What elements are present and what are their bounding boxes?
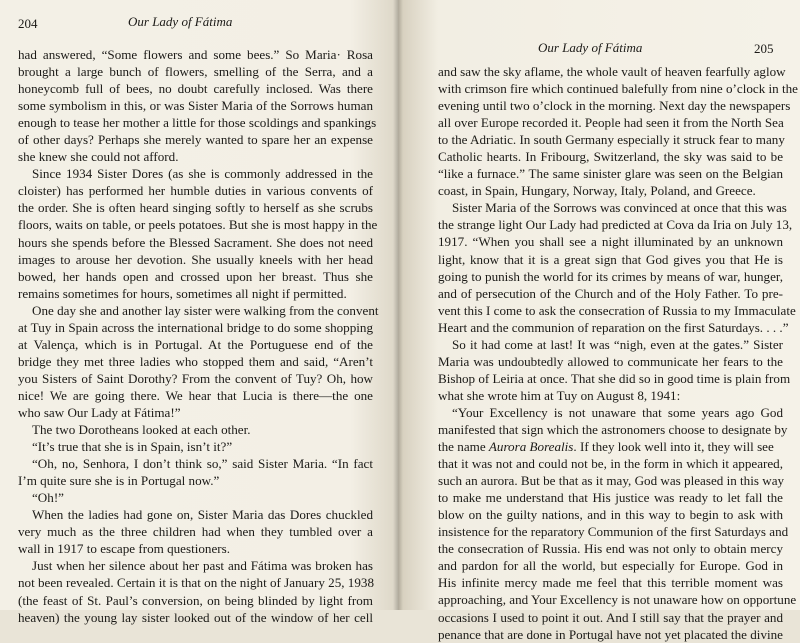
text-line: Catholic hearts. In Fribourg, Switzerland, the sky was said to be bbox=[438, 149, 783, 165]
text-line: evening until two o’clock in the morning. Next day the newspapers bbox=[438, 98, 791, 114]
text-line bbox=[438, 438, 789, 455]
text-line: The two Dorotheans looked at each other. bbox=[32, 422, 251, 438]
text-line: enough to tease her mother a little for those scoldings and spankings bbox=[18, 115, 377, 131]
text-line: hours she spends before the Blessed Sacrament. She does not need bbox=[18, 234, 373, 250]
text-line: and of persecution of the Church and of the Holy Father. To pre- bbox=[438, 285, 783, 301]
text-line: occasions I used to point it out. And I still say that the prayer and bbox=[438, 609, 783, 625]
book-gutter bbox=[393, 0, 403, 610]
text-line: to the Adriatic. In south Germany especially it struck fear to many bbox=[438, 132, 785, 148]
text-line: brought a large bunch of flowers, smelling of the Serra, and a bbox=[18, 64, 373, 80]
text-line-start: the name bbox=[438, 439, 489, 455]
text-line: 1917. “When you shall see a night illuminated by an unknown bbox=[438, 234, 783, 250]
text-line: manifested that sign which the astronomers choose to designate by bbox=[438, 421, 788, 437]
text-line: some symbolism in this, or was Sister Maria of the Sorrows human bbox=[18, 98, 373, 114]
text-line: at Valença, which is in Portugal. At the Portuguese end of the bbox=[18, 336, 373, 352]
text-line: So it had come at last! It was “nigh, even at the gates.” Sister bbox=[452, 336, 783, 352]
text-line: and saw the sky aflame, the whole vault of heaven fearfully aglow bbox=[438, 64, 786, 79]
text-line: approaching, and Your Excellency is not unaware how on opportune bbox=[438, 592, 797, 608]
text-line: Bishop of Leiria at once. That she did so in good time is plain from bbox=[438, 370, 791, 386]
text-line: When the ladies had gone on, Sister Maria das Dores chuckled bbox=[32, 507, 373, 523]
text-line: who saw Our Lady at Fátima!” bbox=[18, 404, 181, 420]
right-page bbox=[398, 0, 800, 642]
left-page bbox=[0, 0, 398, 625]
aurora-borealis-term: Aurora Borealis bbox=[488, 439, 574, 455]
text-line: Maria was undoubtedly allowed to communicate her fears to the bbox=[438, 353, 783, 369]
text-line: (the feast of St. Paul’s conversion, on being blinded by light from bbox=[18, 592, 373, 608]
text-line: insistence for the reparatory Communion of the first Saturdays and bbox=[438, 524, 789, 540]
text-line: honeycomb full of bees, no doubt carefully inclosed. Was there bbox=[18, 81, 373, 97]
left-body-text bbox=[18, 46, 379, 626]
text-line: bridge they met three ladies who stopped them and said, “Aren’t bbox=[18, 353, 373, 369]
text-line: that it was not and could not be, in the form in which it appeared, bbox=[438, 456, 783, 472]
text-line-end: . If they look well into it, they will see bbox=[573, 439, 774, 455]
text-line: Just when her silence about her past and Fátima was broken has bbox=[32, 558, 373, 574]
text-line: cloister) has performed her humble duties in various convents of bbox=[18, 183, 373, 199]
text-line: at Tuy in Spain across the international bridge to do some shopping bbox=[18, 319, 373, 335]
text-line: remains sometimes for hours, sometimes all night if permitted. bbox=[18, 285, 347, 301]
text-line: One day she and another lay sister were walking from the convent bbox=[32, 302, 379, 318]
text-line: heaven) the young lay sister looked out of the window of her cell bbox=[18, 609, 373, 625]
text-line: with crimson fire which continued balefully from nine o’clock in the bbox=[438, 81, 798, 97]
text-line: Since 1934 Sister Dores (as she is commonly addressed in the bbox=[32, 166, 373, 182]
text-line: to make me understand that His justice was ready to let fall the bbox=[438, 490, 783, 506]
text-line: bowed, her hands open and crossed upon her breast. Thus she bbox=[18, 268, 373, 284]
text-line: of other days? Perhaps she merely wanted to spare her an expense bbox=[18, 132, 373, 148]
text-line: blow on the guilty nations, and in this way to begin to ask with bbox=[438, 507, 783, 523]
text-line: “like a furnace.” The same sinister glare was seen on the Belgian bbox=[438, 166, 783, 182]
text-line: I’m quite sure she is in Portugal now.” bbox=[18, 473, 220, 489]
page-number: 205 bbox=[754, 41, 774, 56]
page-number: 204 bbox=[18, 16, 38, 31]
text-line: you Sisters of Saint Dorothy? From the convent of Tuy? Oh, how bbox=[18, 370, 373, 386]
text-line: vent this I come to ask the consecration of Russia to my Immaculate bbox=[438, 302, 796, 318]
text-line: the strange light Our Lady had predicted at Cova da Iria on July 13, bbox=[438, 217, 793, 233]
text-line: coast, in Spain, Hungary, Norway, Italy, Poland, and Greece. bbox=[438, 183, 756, 199]
text-line: not been revealed. Certain it is that on the night of January 25, 1938 bbox=[18, 575, 374, 591]
right-body-text bbox=[438, 63, 798, 643]
running-title: Our Lady of Fátima bbox=[538, 40, 643, 55]
text-line: floors, waits on table, or peels potatoes. But she is most happy in the bbox=[18, 217, 378, 233]
text-line: going to punish the world for its crimes by means of war, hunger, bbox=[438, 268, 783, 284]
text-line: wall in 1917 to escape from questioners. bbox=[18, 541, 230, 557]
text-line: His infinite mercy made me feel that this terrible moment was bbox=[438, 575, 783, 591]
running-title: Our Lady of Fátima bbox=[128, 14, 233, 29]
text-line: penance that are done in Portugal have not yet placated the divine bbox=[438, 626, 783, 642]
text-line: images to arouse her devotion. She usually kneels with her head bbox=[18, 251, 373, 267]
text-line: had answered, “Some flowers and some bees.” So Maria· Rosa bbox=[18, 47, 373, 62]
text-line: “Your Excellency is not unaware that some years ago God bbox=[452, 404, 783, 420]
text-line: what she wrote him at Tuy on August 8, 1941: bbox=[438, 387, 681, 403]
text-line: “It’s true that she is in Spain, isn’t it?” bbox=[32, 439, 233, 455]
text-line: “Oh, no, Senhora, I don’t think so,” said Sister Maria. “In fact bbox=[32, 456, 373, 472]
text-line: light, know that it is a great sign that God gives you that He is bbox=[438, 251, 783, 267]
text-line: Heart and the communion of reparation on the first Saturdays. . . .” bbox=[438, 319, 789, 335]
text-line: “Oh!” bbox=[32, 490, 64, 506]
text-line: nice! We are going there. We hear that Lucia is there—the one bbox=[18, 387, 373, 403]
text-line: very much as the three children had when they tumbled over a bbox=[18, 524, 373, 540]
text-line: Sister Maria of the Sorrows was convinced at once that this was bbox=[452, 200, 787, 216]
text-line: the order. She is often heard singing softly to herself as she scrubs bbox=[18, 200, 373, 216]
text-line: and pardon for all the world, but especially for Europe. God in bbox=[438, 558, 783, 574]
text-line: all over Europe recorded it. People had seen it from the North Sea bbox=[438, 115, 784, 131]
text-line: such an aurora. But be that as it may, God was pleased in this way bbox=[438, 473, 785, 489]
text-line: she knew she could not afford. bbox=[18, 149, 179, 165]
text-line: the consecration of Russia. His end was not only to obtain mercy bbox=[438, 541, 783, 557]
